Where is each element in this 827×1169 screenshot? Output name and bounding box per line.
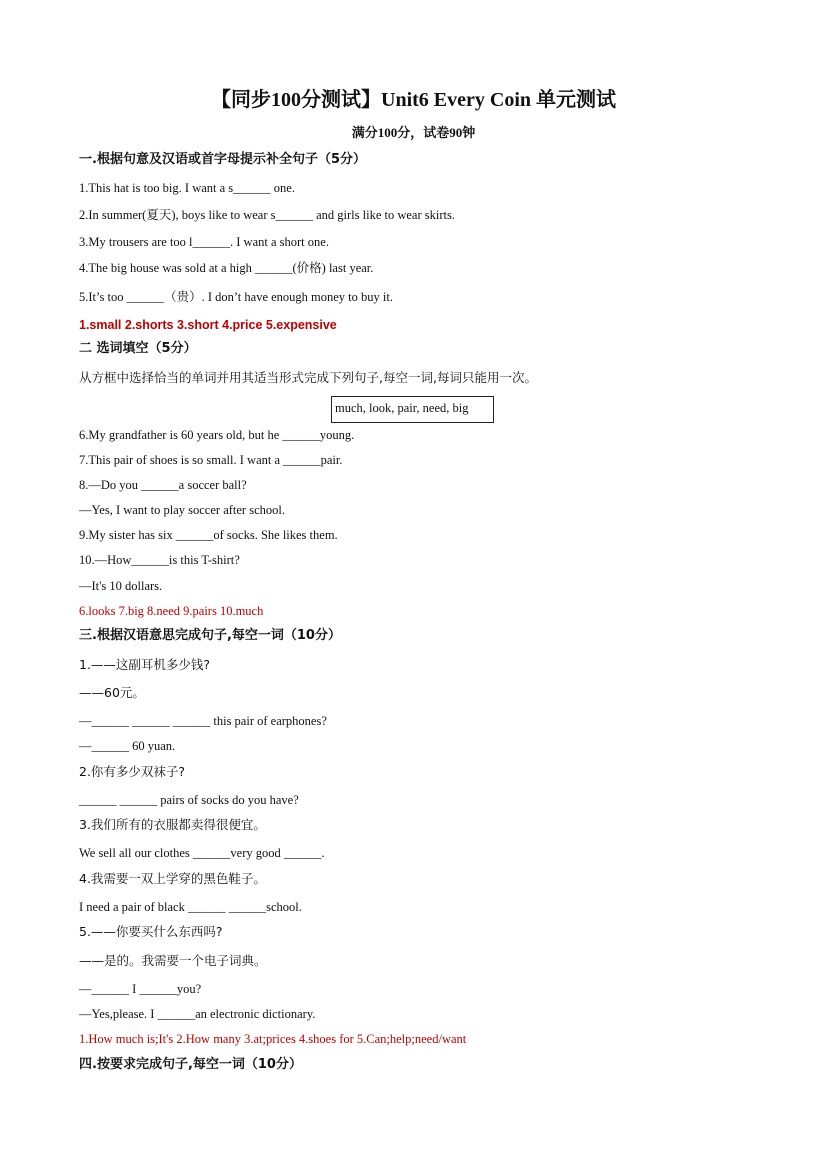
section2-item-8: 8.—Do you ______a soccer ball?	[79, 478, 247, 492]
section2-item-10: 10.—How______is this T-shirt?	[79, 553, 240, 567]
section1-item-2: 2.In summer(夏天), boys like to wear s______ and girls like to wear skirts.	[79, 208, 455, 222]
section3-item-5-cn-reply: ——是的。我需要一个电子词典。	[79, 953, 267, 968]
word-box: much, look, pair, need, big	[331, 396, 494, 423]
section3-heading: 三.根据汉语意思完成句子,每空一词（10分）	[79, 628, 341, 643]
section2-item-9: 9.My sister has six ______of socks. She likes them.	[79, 528, 338, 542]
section1-item-1: 1.This hat is too big. I want a s______ one.	[79, 181, 295, 195]
section3-answer: 1.How much is;It's 2.How many 3.at;prices 4.shoes for 5.Can;help;need/want	[79, 1032, 467, 1046]
section1-item-5: 5.It’s too ______（贵）. I don’t have enough money to buy it.	[79, 290, 393, 304]
section1-answer: 1.small 2.shorts 3.short 4.price 5.expensive	[79, 318, 337, 332]
section1-item-4: 4.The big house was sold at a high ______(价格) last year.	[79, 261, 374, 275]
section1-heading: 一.根据句意及汉语或首字母提示补全句子（5分）	[79, 152, 366, 167]
section2-answer: 6.looks 7.big 8.need 9.pairs 10.much	[79, 604, 264, 618]
section3-item-3-cn: 3.我们所有的衣服都卖得很便宜。	[79, 817, 266, 832]
section3-item-4-cn: 4.我需要一双上学穿的黑色鞋子。	[79, 871, 266, 886]
section3-item-1-en: —______ ______ ______ this pair of earphones?	[79, 714, 327, 728]
page-title: 【同步100分测试】Unit6 Every Coin 单元测试	[211, 89, 616, 111]
section2-instruction: 从方框中选择恰当的单词并用其适当形式完成下列句子,每空一词,每词只能用一次。	[79, 370, 537, 385]
section3-item-5-cn: 5.——你要买什么东西吗?	[79, 924, 223, 939]
section3-item-1-cn-reply: ——60元。	[79, 685, 145, 700]
section3-item-2-en: ______ ______ pairs of socks do you have?	[79, 793, 299, 807]
section1-item-3: 3.My trousers are too l______. I want a short one.	[79, 235, 329, 249]
section3-item-5-en-reply: —Yes,please. I ______an electronic dictionary.	[79, 1007, 316, 1021]
section2-heading: 二 选词填空（5分）	[79, 341, 197, 356]
section3-item-1-cn: 1.——这副耳机多少钱?	[79, 657, 211, 672]
section3-item-4-en: I need a pair of black ______ ______school.	[79, 900, 302, 914]
section2-item-10-reply: —It's 10 dollars.	[79, 579, 163, 593]
section2-item-8-reply: —Yes, I want to play soccer after school.	[79, 503, 285, 517]
section3-item-5-en: —______ I ______you?	[79, 982, 202, 996]
section2-item-7: 7.This pair of shoes is so small. I want a ______pair.	[79, 453, 343, 467]
section3-item-3-en: We sell all our clothes ______very good ______.	[79, 846, 325, 860]
section3-item-1-en-reply: —______ 60 yuan.	[79, 739, 176, 753]
page-subtitle: 满分100分，试卷90钟	[351, 125, 476, 140]
section4-heading: 四.按要求完成句子,每空一词（10分）	[79, 1057, 302, 1072]
section2-item-6: 6.My grandfather is 60 years old, but he ______young.	[79, 428, 355, 442]
section3-item-2-cn: 2.你有多少双袜子?	[79, 764, 186, 779]
